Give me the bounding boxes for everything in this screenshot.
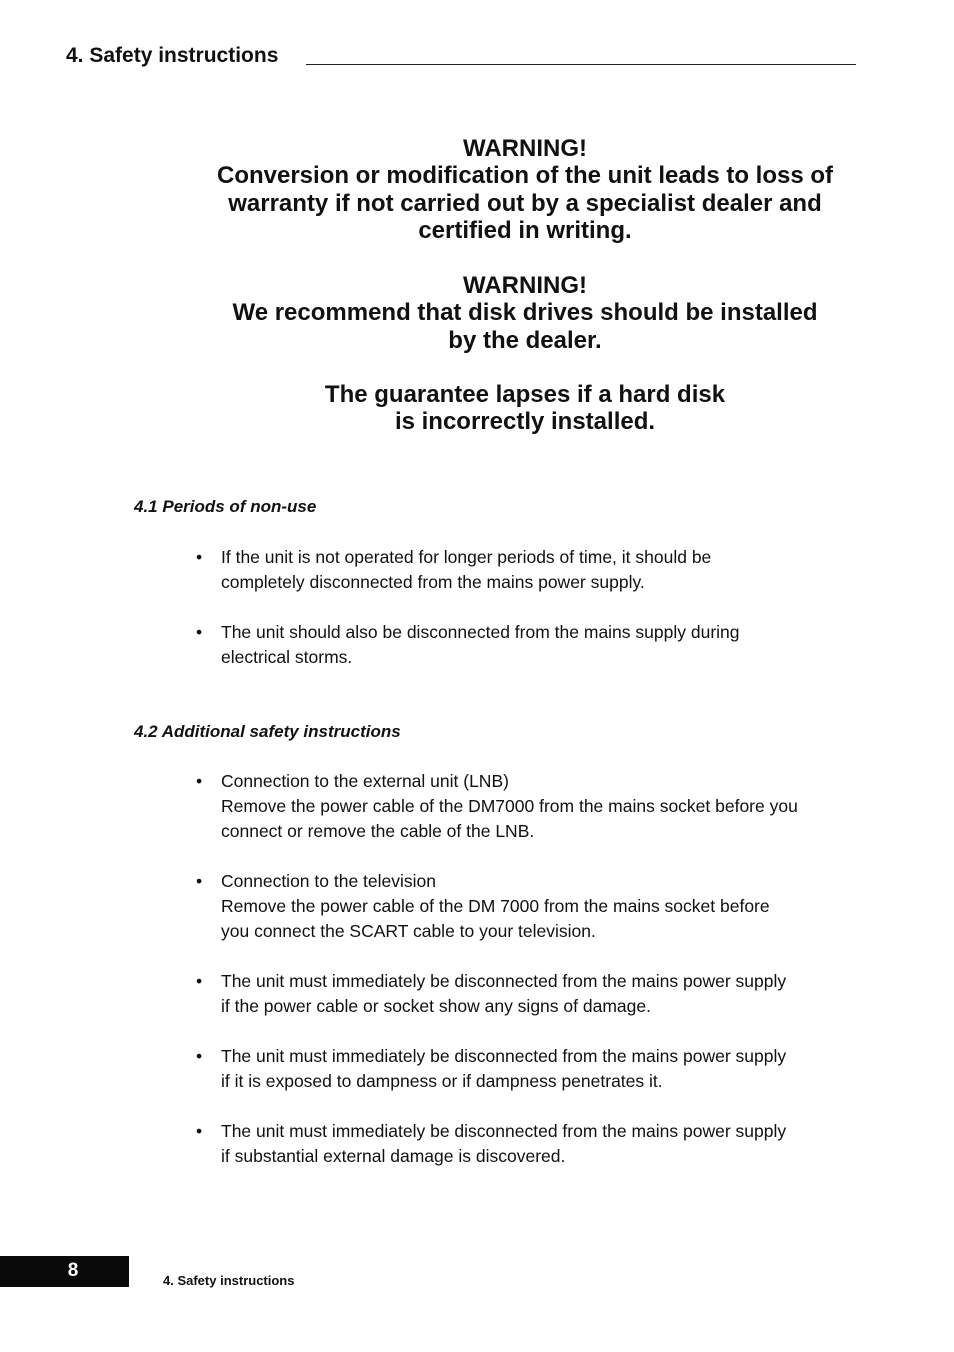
text-line: connect or remove the cable of the LNB. (221, 821, 535, 841)
header-rule (306, 64, 856, 65)
warning-line: by the dealer. (448, 326, 602, 354)
bullet-icon: • (196, 1121, 203, 1141)
bullet-icon: • (196, 1046, 203, 1066)
warning-block-conversion (190, 135, 860, 244)
list-item-text (221, 620, 861, 670)
text-line: if it is exposed to dampness or if dampness penetrates it. (221, 1071, 663, 1091)
list-item-text (221, 769, 861, 844)
text-line: electrical storms. (221, 647, 353, 667)
bullet-icon: • (196, 622, 203, 642)
text-line: The unit must immediately be disconnected from the mains power supply (221, 1046, 787, 1066)
list-item-text (221, 545, 861, 595)
text-line: Connection to the external unit (LNB) (221, 771, 509, 791)
warning-block-disk-drives (190, 272, 860, 354)
text-line: Connection to the television (221, 871, 436, 891)
warning-line: warranty if not carried out by a specialist dealer and (228, 189, 822, 217)
page-title: 4. Safety instructions (66, 44, 279, 67)
bullet-icon: • (196, 547, 203, 567)
bullet-icon: • (196, 871, 203, 891)
list-item-text (221, 1119, 861, 1169)
warning-heading: WARNING! (463, 272, 587, 299)
warning-line: The guarantee lapses if a hard disk (324, 381, 726, 408)
warning-line: certified in writing. (418, 216, 632, 244)
list-item-text (221, 869, 861, 944)
footer-label: 4. Safety instructions (163, 1273, 295, 1288)
warning-line: Conversion or modification of the unit leads to loss of (216, 162, 834, 190)
warning-line: We recommend that disk drives should be installed (232, 299, 818, 327)
text-line: if substantial external damage is discovered. (221, 1146, 566, 1166)
warning-line: is incorrectly installed. (394, 408, 656, 436)
text-line: if the power cable or socket show any signs of damage. (221, 996, 651, 1016)
section-heading-additional-safety: 4.2 Additional safety instructions (134, 722, 401, 741)
text-line: The unit must immediately be disconnected from the mains power supply (221, 1121, 787, 1141)
text-line: you connect the SCART cable to your television. (221, 921, 596, 941)
text-line: Remove the power cable of the DM7000 from the mains socket before you (221, 796, 798, 816)
text-line: If the unit is not operated for longer periods of time, it should be (221, 547, 712, 567)
list-item-text (221, 1044, 861, 1094)
text-line: Remove the power cable of the DM 7000 from the mains socket before (221, 896, 770, 916)
bullet-icon: • (196, 771, 203, 791)
section-heading-periods-of-non-use: 4.1 Periods of non-use (134, 497, 317, 516)
text-line: completely disconnected from the mains power supply. (221, 572, 645, 592)
warning-heading: WARNING! (463, 135, 587, 162)
text-line: The unit must immediately be disconnected from the mains power supply (221, 971, 787, 991)
warning-block-guarantee (190, 381, 860, 436)
text-line: The unit should also be disconnected from the mains supply during (221, 622, 740, 642)
bullet-icon: • (196, 971, 203, 991)
list-item-text (221, 969, 861, 1019)
page-number-box (0, 1256, 129, 1287)
page-number: 8 (67, 1260, 79, 1281)
